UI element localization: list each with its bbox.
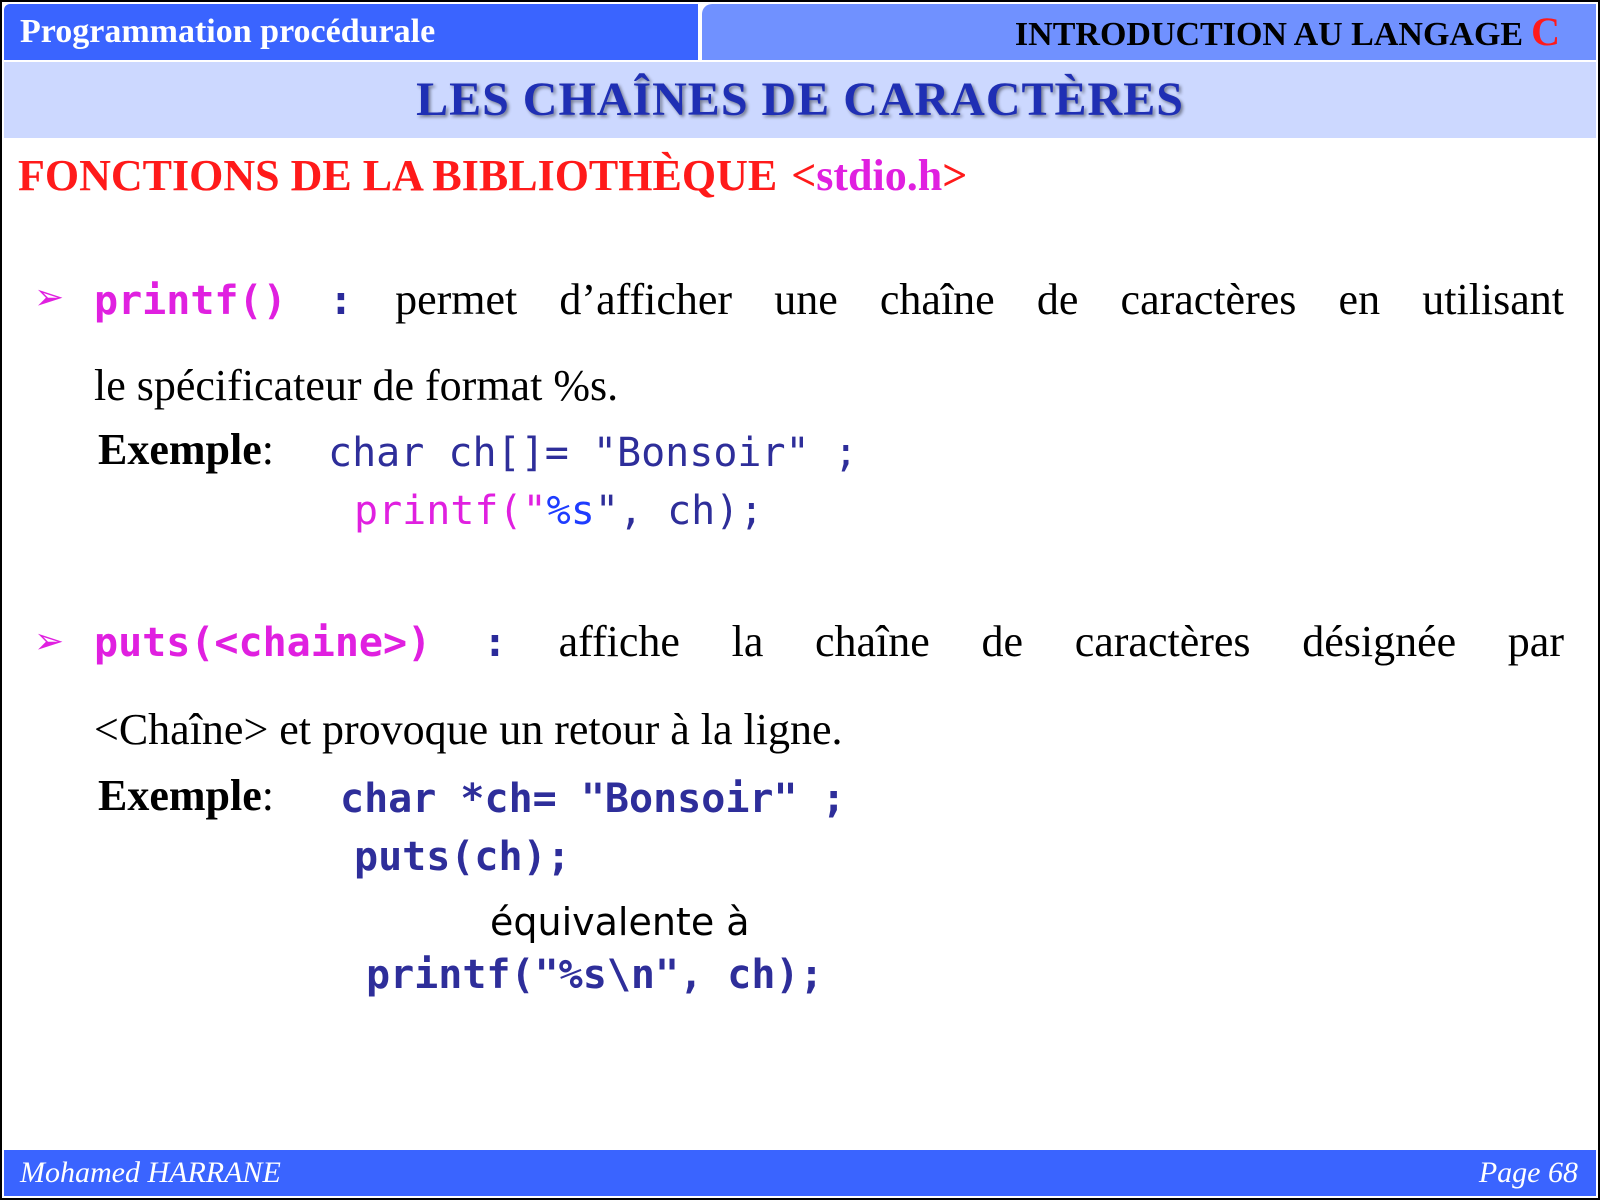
printf-description-line2: le spécificateur de format %s.	[94, 361, 619, 410]
puts-example-label: Exemple:	[98, 771, 274, 820]
puts-example-code-line2: puts(ch);	[354, 834, 571, 880]
header-c-letter: C	[1531, 9, 1560, 54]
puts-description-line2: <Chaîne> et provoque un retour à la ligne.	[94, 705, 843, 754]
header-course-title: Programmation procédurale	[4, 4, 698, 60]
bullet-arrow-icon: ➢	[34, 621, 65, 661]
section-heading	[18, 150, 967, 201]
printf-keyword: printf()	[94, 278, 287, 324]
puts-description-text: affiche la chaîne de caractères désignée par	[558, 617, 1564, 666]
footer-author: Mohamed HARRANE	[20, 1156, 281, 1189]
slide-title-band	[4, 62, 1596, 138]
footer-page-number: Page 68	[1478, 1156, 1578, 1189]
header-chapter-text: INTRODUCTION AU LANGAGE	[1014, 16, 1524, 53]
section-heading-text: FONCTIONS DE LA BIBLIOTHÈQUE	[18, 151, 778, 200]
slide-title: LES CHAÎNES DE CARACTÈRES	[416, 73, 1184, 126]
section-header-file: <stdio.h>	[791, 151, 968, 200]
printf-description-text: permet d’afficher une chaîne de caractères en utilisant	[395, 275, 1565, 324]
printf-example-label: Exemple:	[98, 425, 274, 474]
puts-description-line1: puts(<chaine>) : affiche la chaîne de caractères désignée par	[94, 617, 1564, 666]
header-chapter	[702, 4, 1596, 60]
puts-keyword: puts(<chaine>)	[94, 620, 432, 666]
puts-equivalent-printf: printf("%s\n", ch);	[366, 952, 824, 998]
bullet-arrow-icon: ➢	[34, 277, 65, 317]
printf-description-line1: printf() : permet d’afficher une chaîne de caractères en utilisant	[94, 275, 1565, 324]
equivalence-note: équivalente à	[490, 900, 750, 944]
puts-example-code-line1: char *ch= "Bonsoir" ;	[340, 776, 846, 822]
printf-example-code-line1: char ch[]= "Bonsoir" ;	[328, 430, 858, 476]
printf-example-code-line2: printf("%s", ch);	[354, 488, 764, 534]
footer-bar	[4, 1150, 1596, 1196]
